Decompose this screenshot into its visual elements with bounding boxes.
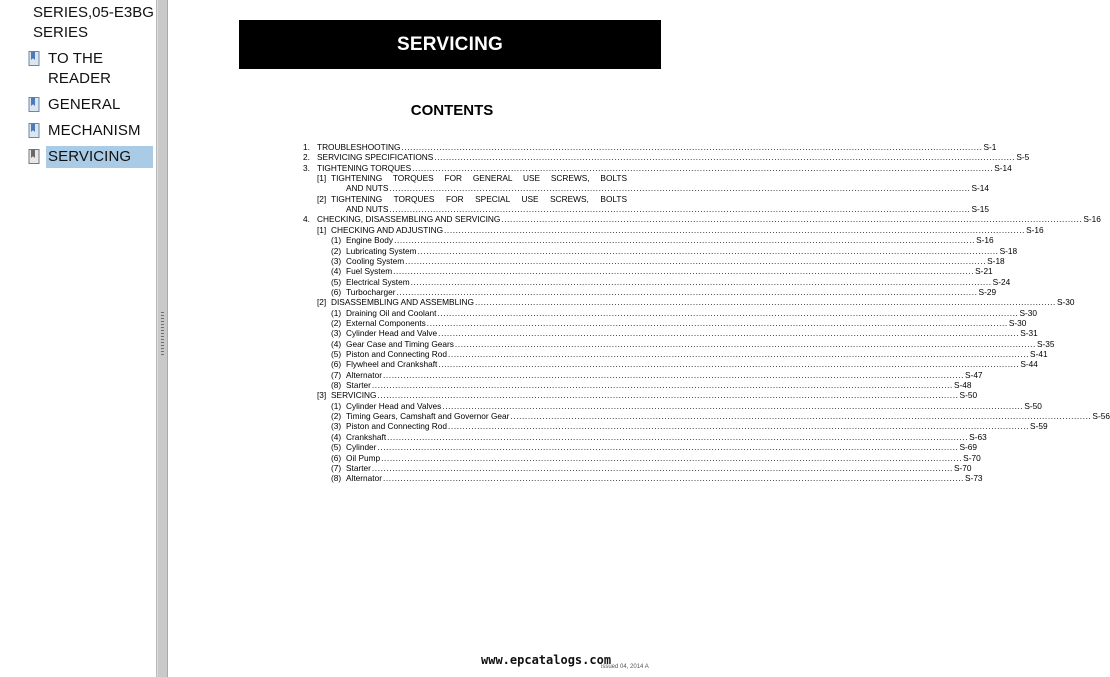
toc-title: Starter	[346, 380, 371, 391]
toc-entry	[303, 152, 1030, 163]
toc-entry	[303, 359, 1038, 370]
toc-entry	[303, 369, 983, 380]
toc-page: S-16	[1083, 214, 1101, 225]
toc-title: Crankshaft	[346, 431, 387, 442]
toc-entry	[303, 235, 994, 246]
toc-page: S-31	[1020, 328, 1038, 339]
issued-text: issued 04, 2014 A	[601, 664, 649, 670]
toc-leader-dots: ........................................................................................................................................................................................................	[438, 328, 1020, 339]
toc-page: S-48	[953, 380, 972, 391]
toc-page: S-18	[987, 255, 1005, 266]
toc-page: S-44	[1020, 359, 1038, 370]
toc-page: S-70	[953, 462, 972, 473]
toc-page: S-29	[978, 286, 997, 297]
toc-number: (2)	[331, 245, 342, 256]
toc-number: (7)	[331, 462, 342, 473]
document-page	[168, 0, 1110, 677]
toc-leader-dots: ........................................................................................................................................................................................................	[474, 297, 1056, 308]
toc-number: (1)	[331, 400, 342, 411]
toc-title: Starter	[346, 462, 371, 473]
bookmark-servicing[interactable]	[22, 147, 155, 167]
splitter-grip-icon[interactable]	[161, 312, 164, 356]
toc-leader-dots: ........................................................................................................................................................................................................	[448, 421, 1030, 432]
toc-leader-dots: ........................................................................................................................................................................................................	[412, 162, 994, 173]
toc-leader-dots: ........................................................................................................................................................................................................	[510, 411, 1092, 422]
toc-entry	[303, 142, 997, 152]
toc-title: Alternator	[346, 473, 382, 484]
toc-page: S-14	[971, 183, 989, 194]
bookmarks-panel	[0, 0, 157, 677]
toc-number: 4.	[303, 214, 310, 225]
toc-title: Alternator	[346, 369, 382, 380]
toc-page: S-73	[965, 473, 983, 484]
toc-entry	[303, 224, 1044, 235]
bookmark-label: MECHANISM	[48, 122, 141, 139]
toc-entry	[303, 328, 1038, 339]
bookmark-icon	[28, 149, 42, 166]
toc-leader-dots: ........................................................................................................................................................................................................	[501, 214, 1083, 225]
toc-title-continuation: AND NUTS	[346, 183, 389, 194]
bookmark-icon	[28, 51, 42, 68]
toc-title: TIGHTENING TORQUES FOR SPECIAL USE SCREWS, BOLTS	[331, 193, 627, 204]
toc-title-continuation: AND NUTS	[346, 204, 389, 215]
toc-entry-continuation	[303, 183, 989, 194]
toc-page: S-63	[969, 431, 987, 442]
toc-entry	[303, 338, 1055, 349]
toc-title: SERVICING	[331, 390, 377, 401]
toc-title: DISASSEMBLING AND ASSEMBLING	[331, 297, 474, 308]
contents-heading: CONTENTS	[410, 102, 494, 119]
toc-page: S-30	[1019, 307, 1037, 318]
toc-page: S-56	[1092, 411, 1110, 422]
toc-leader-dots: ........................................................................................................................................................................................................	[410, 276, 992, 287]
bookmark-label: TO THE READER	[48, 50, 112, 87]
toc-page: S-35	[1036, 338, 1055, 349]
toc-entry	[303, 307, 1037, 318]
toc-title: Cylinder	[346, 442, 377, 453]
toc-title: Turbocharger	[346, 286, 396, 297]
toc-entry	[303, 349, 1048, 359]
toc-number: (4)	[331, 338, 342, 349]
toc-number: (4)	[331, 431, 342, 442]
toc-leader-dots: ........................................................................................................................................................................................................	[434, 152, 1016, 163]
toc-number: (7)	[331, 369, 342, 380]
toc-leader-dots: ........................................................................................................................................................................................................	[382, 369, 965, 380]
toc-number: [3]	[317, 390, 327, 401]
toc-page: S-69	[959, 442, 977, 453]
toc-number: (5)	[331, 349, 342, 359]
toc-number: [1]	[317, 173, 327, 184]
toc-number: (4)	[331, 266, 342, 277]
toc-number: (5)	[331, 276, 342, 287]
toc-page: S-47	[965, 369, 983, 380]
toc-page: S-5	[1016, 152, 1030, 163]
toc-title: Electrical System	[346, 276, 410, 287]
section-banner: SERVICING	[239, 20, 661, 69]
toc-entry	[303, 194, 628, 204]
toc-title: Engine Body	[346, 235, 394, 246]
toc-title: Cylinder Head and Valve	[346, 328, 438, 339]
toc-title: Cooling System	[346, 255, 405, 266]
watermark-text: www.epcatalogs.com	[481, 653, 612, 667]
bookmark-icon	[28, 123, 42, 140]
toc-leader-dots: ........................................................................................................................................................................................................	[377, 442, 959, 453]
toc-title: CHECKING AND ADJUSTING	[331, 224, 444, 235]
toc-title: External Components	[346, 317, 426, 328]
toc-entry	[303, 214, 1101, 225]
toc-title: Piston and Connecting Rod	[346, 349, 448, 359]
toc-page: S-21	[975, 266, 993, 277]
toc-leader-dots: ........................................................................................................................................................................................................	[438, 359, 1020, 370]
toc-page: S-16	[976, 235, 994, 246]
toc-page: S-30	[1056, 297, 1075, 308]
toc-entry	[303, 421, 1048, 432]
toc-title: TROUBLESHOOTING	[317, 142, 401, 152]
toc-title: Gear Case and Timing Gears	[346, 338, 454, 349]
toc-leader-dots: ........................................................................................................................................................................................................	[417, 245, 999, 256]
toc-page: S-70	[963, 452, 981, 463]
toc-leader-dots: ........................................................................................................................................................................................................	[387, 431, 969, 442]
toc-number: (3)	[331, 255, 342, 266]
toc-page: S-1	[983, 142, 997, 152]
toc-entry	[303, 431, 987, 442]
toc-entry	[303, 255, 1005, 266]
toc-title: Draining Oil and Coolant	[346, 307, 437, 318]
toc-leader-dots: ........................................................................................................................................................................................................	[437, 307, 1019, 318]
toc-page: S-50	[959, 390, 978, 401]
toc-leader-dots: ........................................................................................................................................................................................................	[382, 473, 965, 484]
toc-entry	[303, 390, 978, 401]
toc-page: S-59	[1030, 421, 1048, 432]
toc-leader-dots: ........................................................................................................................................................................................................	[389, 183, 971, 194]
bookmark-to-the-reader[interactable]	[22, 49, 155, 91]
toc-number: [2]	[317, 193, 327, 204]
toc-title: SERVICING SPECIFICATIONS	[317, 152, 434, 163]
toc-title: Timing Gears, Camshaft and Governor Gear	[346, 411, 510, 422]
toc-leader-dots: ........................................................................................................................................................................................................	[444, 224, 1026, 235]
toc-number: (6)	[331, 452, 342, 463]
toc-number: (1)	[331, 235, 342, 246]
toc-leader-dots: ........................................................................................................................................................................................................	[381, 452, 963, 463]
toc-number: (2)	[331, 411, 342, 422]
toc-number: (6)	[331, 359, 342, 370]
toc-number: (3)	[331, 421, 342, 432]
toc-entry	[303, 411, 1110, 422]
toc-entry	[303, 317, 1027, 328]
toc-title: TIGHTENING TORQUES FOR GENERAL USE SCREWS, BOLTS	[331, 173, 627, 184]
toc-entry	[303, 400, 1042, 411]
toc-page: S-18	[999, 245, 1018, 256]
toc-title: Cylinder Head and Valves	[346, 400, 442, 411]
toc-number: [2]	[317, 297, 327, 308]
toc-number: 1.	[303, 142, 310, 152]
toc-page: S-24	[992, 276, 1011, 287]
toc-title: TIGHTENING TORQUES	[317, 162, 412, 173]
toc-leader-dots: ........................................................................................................................................................................................................	[371, 380, 953, 391]
toc-leader-dots: ........................................................................................................................................................................................................	[389, 204, 971, 215]
toc-leader-dots: ........................................................................................................................................................................................................	[394, 235, 976, 246]
toc-leader-dots: ........................................................................................................................................................................................................	[454, 338, 1036, 349]
panel-splitter[interactable]	[157, 0, 168, 677]
toc-title: Flywheel and Crankshaft	[346, 359, 438, 370]
bookmark-label: GENERAL	[48, 96, 121, 113]
toc-entry	[303, 266, 993, 277]
toc-entry	[303, 380, 972, 391]
toc-page: S-50	[1024, 400, 1042, 411]
toc-page: S-16	[1026, 224, 1044, 235]
toc-page: S-14	[994, 162, 1012, 173]
toc-entry	[303, 442, 977, 453]
toc-number: (8)	[331, 380, 342, 391]
toc-leader-dots: ........................................................................................................................................................................................................	[393, 266, 975, 277]
toc-leader-dots: ........................................................................................................................................................................................................	[426, 317, 1008, 328]
toc-number: (8)	[331, 473, 342, 484]
bookmark-icon	[28, 97, 42, 114]
toc-leader-dots: ........................................................................................................................................................................................................	[405, 255, 987, 266]
toc-entry	[303, 286, 997, 297]
toc-entry	[303, 473, 983, 484]
toc-number: [1]	[317, 224, 327, 235]
toc-title: CHECKING, DISASSEMBLING AND SERVICING	[317, 214, 501, 225]
toc-title: Fuel System	[346, 266, 393, 277]
toc-entry	[303, 276, 1011, 287]
toc-leader-dots: ........................................................................................................................................................................................................	[396, 286, 978, 297]
toc-number: (5)	[331, 442, 342, 453]
toc-entry	[303, 173, 628, 183]
toc-number: (3)	[331, 328, 342, 339]
toc-entry	[303, 462, 972, 473]
toc-leader-dots: ........................................................................................................................................................................................................	[371, 462, 953, 473]
bookmark-series-label[interactable]: SERIES,05-E3BG SERIES	[33, 4, 154, 41]
toc-page: S-15	[971, 204, 989, 215]
toc-entry	[303, 297, 1075, 308]
toc-number: 3.	[303, 162, 310, 173]
toc-title: Piston and Connecting Rod	[346, 421, 448, 432]
bookmark-label: SERVICING	[46, 146, 153, 168]
toc-leader-dots: ........................................................................................................................................................................................................	[442, 400, 1024, 411]
toc-entry-continuation	[303, 204, 989, 215]
toc-entry	[303, 162, 1012, 173]
toc-leader-dots: ........................................................................................................................................................................................................	[377, 390, 959, 401]
toc-entry	[303, 452, 981, 463]
toc-title: Lubricating System	[346, 245, 417, 256]
toc-number: 2.	[303, 152, 310, 163]
toc-title: Oil Pump	[346, 452, 381, 463]
toc-leader-dots: ........................................................................................................................................................................................................	[448, 349, 1030, 359]
bookmark-mechanism[interactable]	[22, 121, 155, 141]
bookmark-general[interactable]	[22, 95, 155, 115]
toc-entry	[303, 245, 1018, 256]
toc-page: S-41	[1030, 349, 1048, 359]
toc-number: (1)	[331, 307, 342, 318]
toc-page: S-30	[1008, 317, 1027, 328]
toc-number: (2)	[331, 317, 342, 328]
toc-leader-dots: ........................................................................................................................................................................................................	[401, 142, 983, 152]
toc-number: (6)	[331, 286, 342, 297]
